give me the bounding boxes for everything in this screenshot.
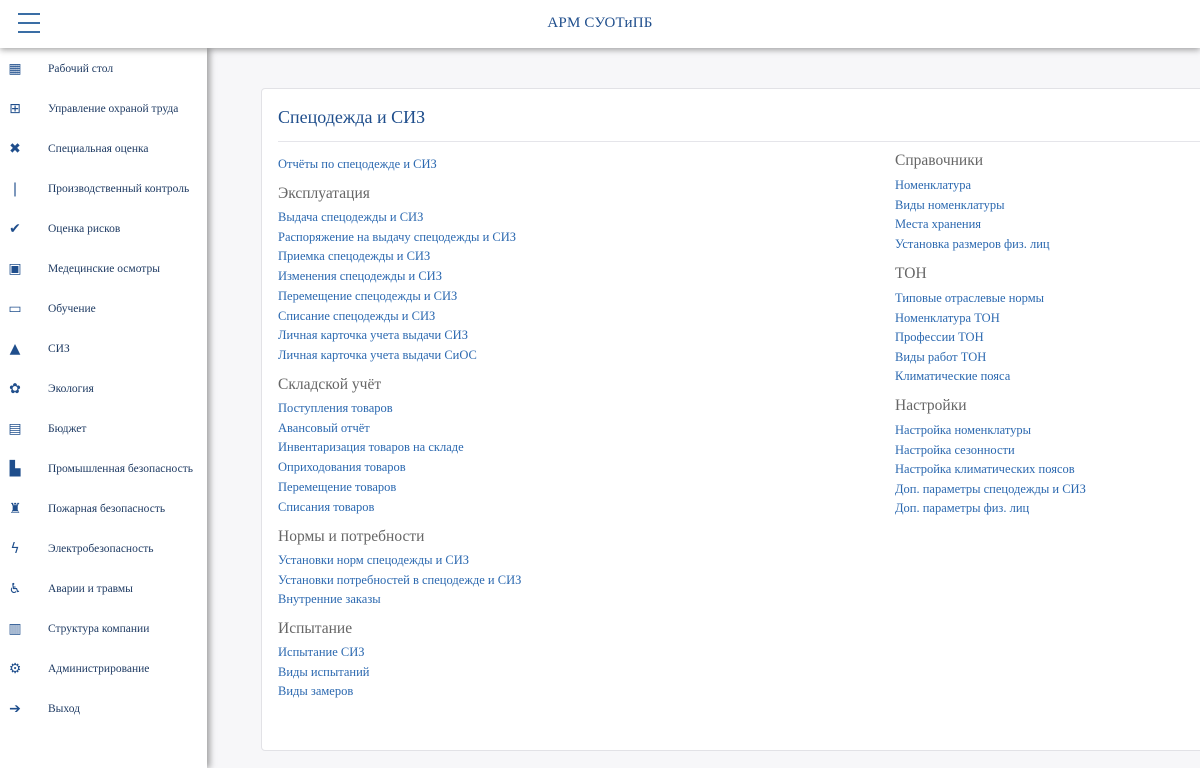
section-heading: Справочники <box>895 152 984 169</box>
menu-link[interactable]: Номенклатура ТОН <box>895 310 1000 325</box>
sidebar-item[interactable] <box>0 649 207 689</box>
menu-link[interactable]: Личная карточка учета выдачи СИЗ <box>278 328 468 343</box>
section-heading: ТОН <box>895 265 927 282</box>
bolt-icon: ϟ <box>10 541 20 557</box>
content-card <box>261 88 1200 751</box>
sidebar-item-label: Промышленная безопасность <box>48 463 193 475</box>
menu-link[interactable]: Доп. параметры физ. лиц <box>895 501 1030 516</box>
teacher-icon: ▭ <box>8 301 22 317</box>
sidebar-item-label: Электробезопасность <box>48 543 154 555</box>
menu-link[interactable]: Испытание СИЗ <box>278 645 365 659</box>
menu-link[interactable]: Установка размеров физ. лиц <box>895 236 1050 251</box>
building-icon: ▥ <box>8 621 22 637</box>
menu-link[interactable]: Виды работ ТОН <box>895 349 987 364</box>
menu-link[interactable]: Перемещение спецодежды и СИЗ <box>278 288 458 303</box>
sidebar-item[interactable] <box>0 409 207 449</box>
hard-hat-icon: ▲ <box>9 341 21 357</box>
section-heading: Эксплуатация <box>278 185 370 202</box>
menu-link[interactable]: Виды испытаний <box>278 664 370 679</box>
sidebar-item-label: Пожарная безопасность <box>48 503 166 515</box>
sidebar-item[interactable] <box>0 689 207 729</box>
sidebar-item[interactable] <box>0 449 207 489</box>
check-icon: ✔ <box>9 221 21 237</box>
menu-link[interactable]: Личная карточка учета выдачи СиОС <box>278 347 477 362</box>
thermometer-icon: ❘ <box>9 181 21 197</box>
menu-link[interactable]: Оприходования товаров <box>278 460 406 475</box>
section-heading: Настройки <box>895 397 967 414</box>
sign-out-icon: ➔ <box>9 701 21 717</box>
sidebar-item[interactable] <box>0 289 207 329</box>
sidebar-item[interactable] <box>0 169 207 209</box>
sidebar-item-label: Выход <box>48 703 80 715</box>
menu-link[interactable]: Отчёты по спецодежде и СИЗ <box>278 157 437 171</box>
menu-link[interactable]: Места хранения <box>895 217 982 232</box>
section-heading: Складской учёт <box>278 376 382 393</box>
top-bar <box>0 0 1200 48</box>
tools-icon: ✖ <box>9 141 21 157</box>
sidebar-item[interactable] <box>0 129 207 169</box>
users-cog-icon: ⚙ <box>8 661 22 677</box>
menu-link[interactable]: Виды номенклатуры <box>895 197 1005 212</box>
title-divider <box>278 141 1200 142</box>
section-heading: Испытание <box>278 620 353 637</box>
menu-link[interactable]: Распоряжение на выдачу спецодежды и СИЗ <box>278 229 517 244</box>
menu-link[interactable]: Настройка номенклатуры <box>895 423 1032 437</box>
sidebar-item-label: Структура компании <box>48 623 150 635</box>
sidebar-item-label: Аварии и травмы <box>48 583 133 595</box>
menu-link[interactable]: Выдача спецодежды и СИЗ <box>278 210 424 224</box>
calendar-icon: ▦ <box>8 61 22 77</box>
sidebar-item[interactable] <box>0 609 207 649</box>
menu-link[interactable]: Внутренние заказы <box>278 592 381 607</box>
injured-icon: ♿ <box>8 581 22 597</box>
sidebar-item-label: Обучение <box>48 303 96 315</box>
menu-link[interactable]: Виды замеров <box>278 684 354 699</box>
menu-link[interactable]: Профессии ТОН <box>895 330 984 345</box>
menu-link[interactable]: Инвентаризация товаров на складе <box>278 440 464 455</box>
menu-link[interactable]: Списания товаров <box>278 499 375 514</box>
sidebar <box>0 48 207 768</box>
menu-link[interactable]: Климатические пояса <box>895 369 1011 384</box>
section-heading: Нормы и потребности <box>278 528 425 545</box>
sidebar-item[interactable] <box>0 49 207 89</box>
calculator-icon: ▤ <box>8 421 22 437</box>
menu-link[interactable]: Установки потребностей в спецодежде и СИЗ <box>278 572 522 587</box>
sidebar-item-label: Экология <box>48 383 94 395</box>
sidebar-item[interactable] <box>0 209 207 249</box>
sidebar-item-label: Администрирование <box>48 663 150 675</box>
medkit-icon: ▣ <box>8 261 22 277</box>
sidebar-item-label: Рабочий стол <box>48 63 114 75</box>
seedling-icon: ✿ <box>9 381 21 397</box>
sidebar-item[interactable] <box>0 249 207 289</box>
sidebar-item-label: СИЗ <box>48 343 70 355</box>
menu-link[interactable]: Поступления товаров <box>278 401 393 415</box>
menu-link[interactable]: Настройка сезонности <box>895 442 1015 457</box>
menu-link[interactable]: Доп. параметры спецодежды и СИЗ <box>895 481 1086 496</box>
industry-icon: ▙ <box>9 461 21 477</box>
sidebar-item[interactable] <box>0 569 207 609</box>
sidebar-item-label: Оценка рисков <box>48 223 121 235</box>
menu-link[interactable]: Типовые отраслевые нормы <box>895 291 1045 305</box>
sidebar-item[interactable] <box>0 369 207 409</box>
menu-link[interactable]: Настройка климатических поясов <box>895 462 1075 477</box>
menu-link[interactable]: Приемка спецодежды и СИЗ <box>278 249 431 264</box>
sitemap-icon: ⊞ <box>9 101 21 117</box>
app-title: АРМ СУОТиПБ <box>547 15 653 31</box>
menu-link[interactable]: Номенклатура <box>895 178 972 192</box>
sidebar-item-label: Производственный контроль <box>48 183 190 195</box>
fire-extinguisher-icon: ♜ <box>8 501 22 517</box>
sidebar-item-label: Бюджет <box>48 423 87 435</box>
menu-link[interactable]: Установки норм спецодежды и СИЗ <box>278 553 470 567</box>
sidebar-item-label: Медецинские осмотры <box>48 263 160 275</box>
sidebar-item[interactable] <box>0 89 207 129</box>
sidebar-item[interactable] <box>0 529 207 569</box>
sidebar-item-label: Специальная оценка <box>48 143 149 155</box>
menu-link[interactable]: Авансовый отчёт <box>278 420 370 435</box>
sidebar-item[interactable] <box>0 489 207 529</box>
sidebar-item[interactable] <box>0 329 207 369</box>
menu-link[interactable]: Перемещение товаров <box>278 479 397 494</box>
page-title: Спецодежда и СИЗ <box>278 107 426 127</box>
menu-link[interactable]: Списание спецодежды и СИЗ <box>278 308 436 323</box>
menu-link[interactable]: Изменения спецодежды и СИЗ <box>278 269 442 284</box>
sidebar-item-label: Управление охраной труда <box>48 103 179 115</box>
